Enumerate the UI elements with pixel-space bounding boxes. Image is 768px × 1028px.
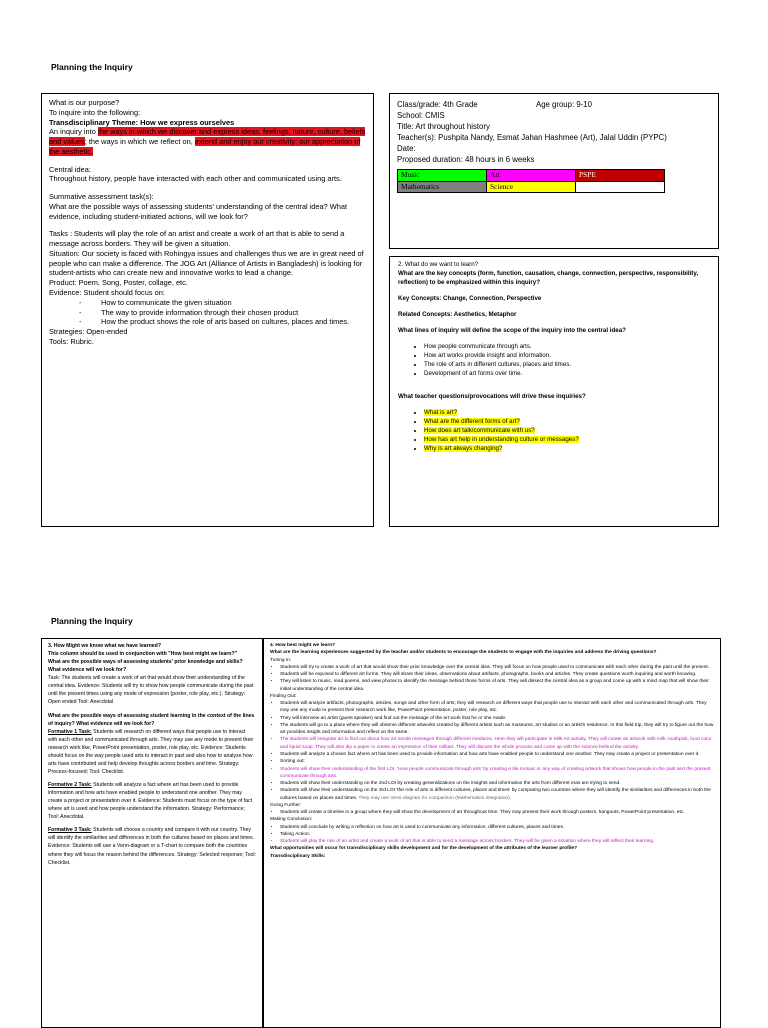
best-question: What are the learning experiences suggested by the teacher and/or students to encourage the students to engage with the inquiries and address the driving questions? bbox=[270, 650, 657, 656]
list-item: • Students will conclude by writing a reflection on how art is used to communicate any information, different cultures, places and times. bbox=[280, 824, 714, 831]
list-item: • Students will analyze artifacts, photographs, articles, songs and other form of arts; they will research on different ways that people use to interact with each other and communicated through arts. They may use any mode to present their research work like, PowerPoint presentation, poster, role play, etc. bbox=[280, 700, 714, 715]
learn-heading: 2. What do we want to learn? bbox=[398, 261, 479, 268]
duration: Proposed duration: 48 hours in 6 weeks bbox=[397, 155, 535, 165]
list-item: • Students will try to create a work of art that would show their prior knowledge over the central idea. They will focus on how people used to communicate with each other during the past until the present. bbox=[280, 664, 714, 671]
skills-label: Transdisciplinary Skills: bbox=[270, 853, 326, 859]
page-title: Planning the Inquiry bbox=[51, 616, 133, 626]
list-item: • How art works provide insight and information. bbox=[424, 352, 710, 361]
tuning-label: Tuning in: bbox=[270, 657, 292, 663]
finding-list bbox=[270, 700, 714, 758]
loi-assessment-question: What are the possible ways of assessing student learning in the context of the lines of inquiry? What evidence will we look for? bbox=[48, 712, 255, 727]
list-item: • The students will go to a place where they will observe different artworks created by different artists such as museums, art studios or an artist's residence. In this field trip, they will try to figure out the how art provides insight and information and reflect on the same. bbox=[280, 722, 714, 737]
tuning-list bbox=[270, 664, 714, 693]
list-item: • Sorting out: bbox=[280, 758, 714, 765]
summative-text: What are the possible ways of assessing students' understanding of the central idea? What evidence, including student-initiated actions, will we look for? bbox=[49, 201, 348, 221]
list-item: • Students will show their understanding on the 2nd LOI by creating generalizations on the insights and information the arts from different eras are trying to send. bbox=[280, 780, 714, 787]
class-age-row bbox=[397, 99, 711, 110]
list-item: • How has art help in understanding culture or messages? bbox=[424, 436, 710, 445]
situation-text: Situation: Our society is faced with Rohingya issues and challenges thus we are in great need of people who can make a difference. The JOG Art (Alliance of Artists in Bangladesh) is looking for student-artists who can create new and innovative works to lead a change. bbox=[49, 248, 364, 278]
central-idea-text: Throughout history, people have interacted with each other and communicated using arts. bbox=[49, 174, 342, 184]
subject-cell: PSPE bbox=[576, 170, 665, 182]
list-item: • Why is art always changing? bbox=[424, 445, 710, 454]
list-item: • They will listen to music, read poems, and view photos to identify the message behind those forms of arts. They will dissect the central idea as a group and come up with a mind map that will show their initial understanding of the central idea. bbox=[280, 678, 714, 693]
list-item: • How does art talk/communicate with us? bbox=[424, 427, 710, 436]
going-list bbox=[270, 809, 714, 816]
assessment-box bbox=[41, 638, 263, 1028]
central-idea-label: Central idea: bbox=[49, 164, 91, 174]
learning-experiences-box bbox=[263, 638, 721, 1028]
class-grade: Class/grade: 4th Grade bbox=[397, 100, 478, 109]
list-item: • How people communicate through arts. bbox=[424, 343, 710, 352]
formative-3: Formative 3 Task: Students will choose a country and compare it with our country. They will identify the similarities and differences in both the cultures based on places and times. Evidence: Students will use a Venn-diagram or a T-chart to compare both the countries where they will focus the reason behind the differences. Strategy: Selected response; Tool: Checklist. bbox=[48, 827, 257, 866]
product-text: Product: Poem, Song, Poster, collage, etc. bbox=[49, 278, 188, 288]
age-group: Age group: 9-10 bbox=[536, 100, 592, 109]
subject-cell: Music bbox=[398, 170, 487, 182]
teachers: Teacher(s): Pushpita Nandy, Esmat Jahan Hashmee (Art), Jalal Uddin (PYPC) bbox=[397, 133, 667, 143]
key-concepts-question: What are the key concepts (form, function, causation, change, connection, perspective, responsibility, reflection) to be emphasized within this inquiry? bbox=[398, 269, 699, 286]
list-item: • Students will show their understanding on the 3rd LOI 'the role of arts in different cultures, places and times' by comparing two countries where they will identify the similarities and differences in both the cultures based on places and times. They may use Venn-diagram for comparison (Mathematics integration). bbox=[280, 787, 714, 802]
subject-cell: Art bbox=[487, 170, 576, 182]
assess-heading: 3. How Might we know what we have learned? bbox=[48, 643, 161, 649]
learn-box bbox=[389, 256, 719, 527]
list-item: • They will interview an artist (guest speaker) and find out the message of the art work that he or she made. bbox=[280, 715, 714, 722]
unit-title: Title: Art throughout history bbox=[397, 122, 490, 132]
evidence-label: Evidence: Student should focus on: bbox=[49, 288, 165, 298]
school: School: CMIS bbox=[397, 111, 445, 121]
opportunities-question: What opportunities will occur for transdisciplinary skills development and for the development of the attributes of the learner profile? bbox=[270, 846, 578, 852]
tools-text: Tools: Rubric. bbox=[49, 336, 94, 346]
list-item: • What are the different forms of art? bbox=[424, 418, 710, 427]
inquire-into-label: To inquire into the following: bbox=[49, 107, 141, 117]
list-item: • Taking Action: bbox=[280, 831, 714, 838]
strategies-text: Strategies: Open-ended bbox=[49, 327, 128, 337]
going-label: Going Further: bbox=[270, 802, 302, 808]
prior-task: Task: The students will create a work of art that would show their understanding of the central idea. Evidence: Students will try to show how people communicate during the past until the present times using any mode of expression (poster, role play, etc.). Strategy: Open ended Tool: Anecdotal bbox=[48, 675, 254, 706]
list-item: • Students will show their understanding of the first LOI, 'How people communicate through arts' by creating a tile mosaic or any way of creating artwork that shows how people in the past and the present communicate through arts. bbox=[280, 766, 714, 781]
list-item: • Students will be exposed to different art forms. They will share their ideas, observations about artifacts, photographs, books and articles. They create questions worth inquiring and worth knowing. bbox=[280, 671, 714, 678]
list-item: • Development of art forms over time. bbox=[424, 370, 710, 379]
provocations-list bbox=[398, 409, 710, 454]
list-item: • Students will create a timeline in a group where they will show the development of art throughout time. They may present their work through posters, hangouts, PowerPoint presentation, etc. bbox=[280, 809, 714, 816]
tasks-text: Tasks : Students will play the role of an artist and create a work of art that is able to send a message across borders. They will be given a situation. bbox=[49, 229, 345, 249]
formative-1: Formative 1 Task: Students will research on different ways that people use to interact with each other and communicated through arts. They may use any mode to present their research work like, PowerPoint presentation, poster, role play, etc. Evidence: Students should focus on the way people used arts to interact in past and also how to analyze how arts have contributed and help develop thoughts across borders and time. Strategy: Process-focused; Tool: Checklist. bbox=[48, 728, 254, 775]
key-concepts: Key Concepts: Change, Connection, Perspective bbox=[398, 294, 542, 302]
lines-of-inquiry bbox=[398, 343, 710, 379]
unit-info-box bbox=[389, 93, 719, 249]
subjects-table bbox=[397, 169, 665, 193]
inquiry-description: An inquiry into the ways in which we discover and express ideas, feelings, nature, culture, beliefs and values; the ways in which we reflect on, extend and enjoy our creativity; our appreciation of the aesthetic. bbox=[49, 127, 366, 156]
subject-cell: Mathematics bbox=[398, 181, 487, 193]
finding-label: Finding Out: bbox=[270, 693, 297, 699]
prior-knowledge-question: What are the possible ways of assessing students' prior knowledge and skills? What evidence will we look for? bbox=[48, 659, 243, 674]
making-list bbox=[270, 824, 714, 846]
list-item: • What is art? bbox=[424, 409, 710, 418]
list-item: - How to communicate the given situation bbox=[101, 298, 366, 308]
page-title: Planning the Inquiry bbox=[51, 62, 133, 72]
best-heading: 4. How best might we learn? bbox=[270, 643, 336, 648]
formative-2: Formative 2 Task: Students will analyze a fact where art has been used to provide information and how arts have enabled people to understand one another. They may create a project or presentation over it. Evidence: Students must focus on the type of fact where art is used and how people understand the information. Strategy: Performance; Tool: Anecdotal. bbox=[48, 782, 253, 821]
transdisciplinary-theme: Transdisciplinary Theme: How we express ourselves bbox=[49, 117, 235, 127]
subject-cell bbox=[576, 181, 665, 193]
making-label: Making Conclusion: bbox=[270, 817, 313, 823]
list-item: - The way to provide information through their chosen product bbox=[101, 308, 366, 318]
list-item: • Students will play the role of an artist and create a work of art that is able to send a message across borders. They will be given a situation where they will reflect their learning. bbox=[280, 838, 714, 845]
list-item: • Students will analyze a chosen fact where art has been used to provide information and how arts have enabled people to understand one another. They may create a project or presentation over it. bbox=[280, 751, 714, 758]
list-item: • The students will integrate art to find out about how art sends messages through different mediums. Here they will participate in Milk Art activity. They will create an artwork with milk, toothpick, food color and liquid soap. They will also dip a paper to create an impression of their milkart. They will discuss the whole process and come up with the science behind the activity. bbox=[280, 736, 714, 751]
list-item: • The role of arts in different cultures, places and times. bbox=[424, 361, 710, 370]
provocations-question: What teacher questions/provocations will drive these inquiries? bbox=[398, 392, 586, 400]
sorting-list bbox=[270, 758, 714, 802]
assess-note: This column should be used in conjunction with "How best might we learn?" bbox=[48, 651, 238, 658]
purpose-question: What is our purpose? bbox=[49, 98, 120, 107]
lines-question: What lines of inquiry will define the scope of the inquiry into the central idea? bbox=[398, 326, 626, 334]
subject-cell: Science bbox=[487, 181, 576, 193]
list-item: - How the product shows the role of arts based on cultures, places and times. bbox=[101, 317, 366, 327]
date: Date: bbox=[397, 144, 416, 154]
summative-label: Summative assessment task(s): bbox=[49, 192, 154, 202]
related-concepts: Related Concepts: Aesthetics, Metaphor bbox=[398, 310, 517, 318]
purpose-box bbox=[41, 93, 374, 527]
evidence-list bbox=[49, 298, 366, 327]
